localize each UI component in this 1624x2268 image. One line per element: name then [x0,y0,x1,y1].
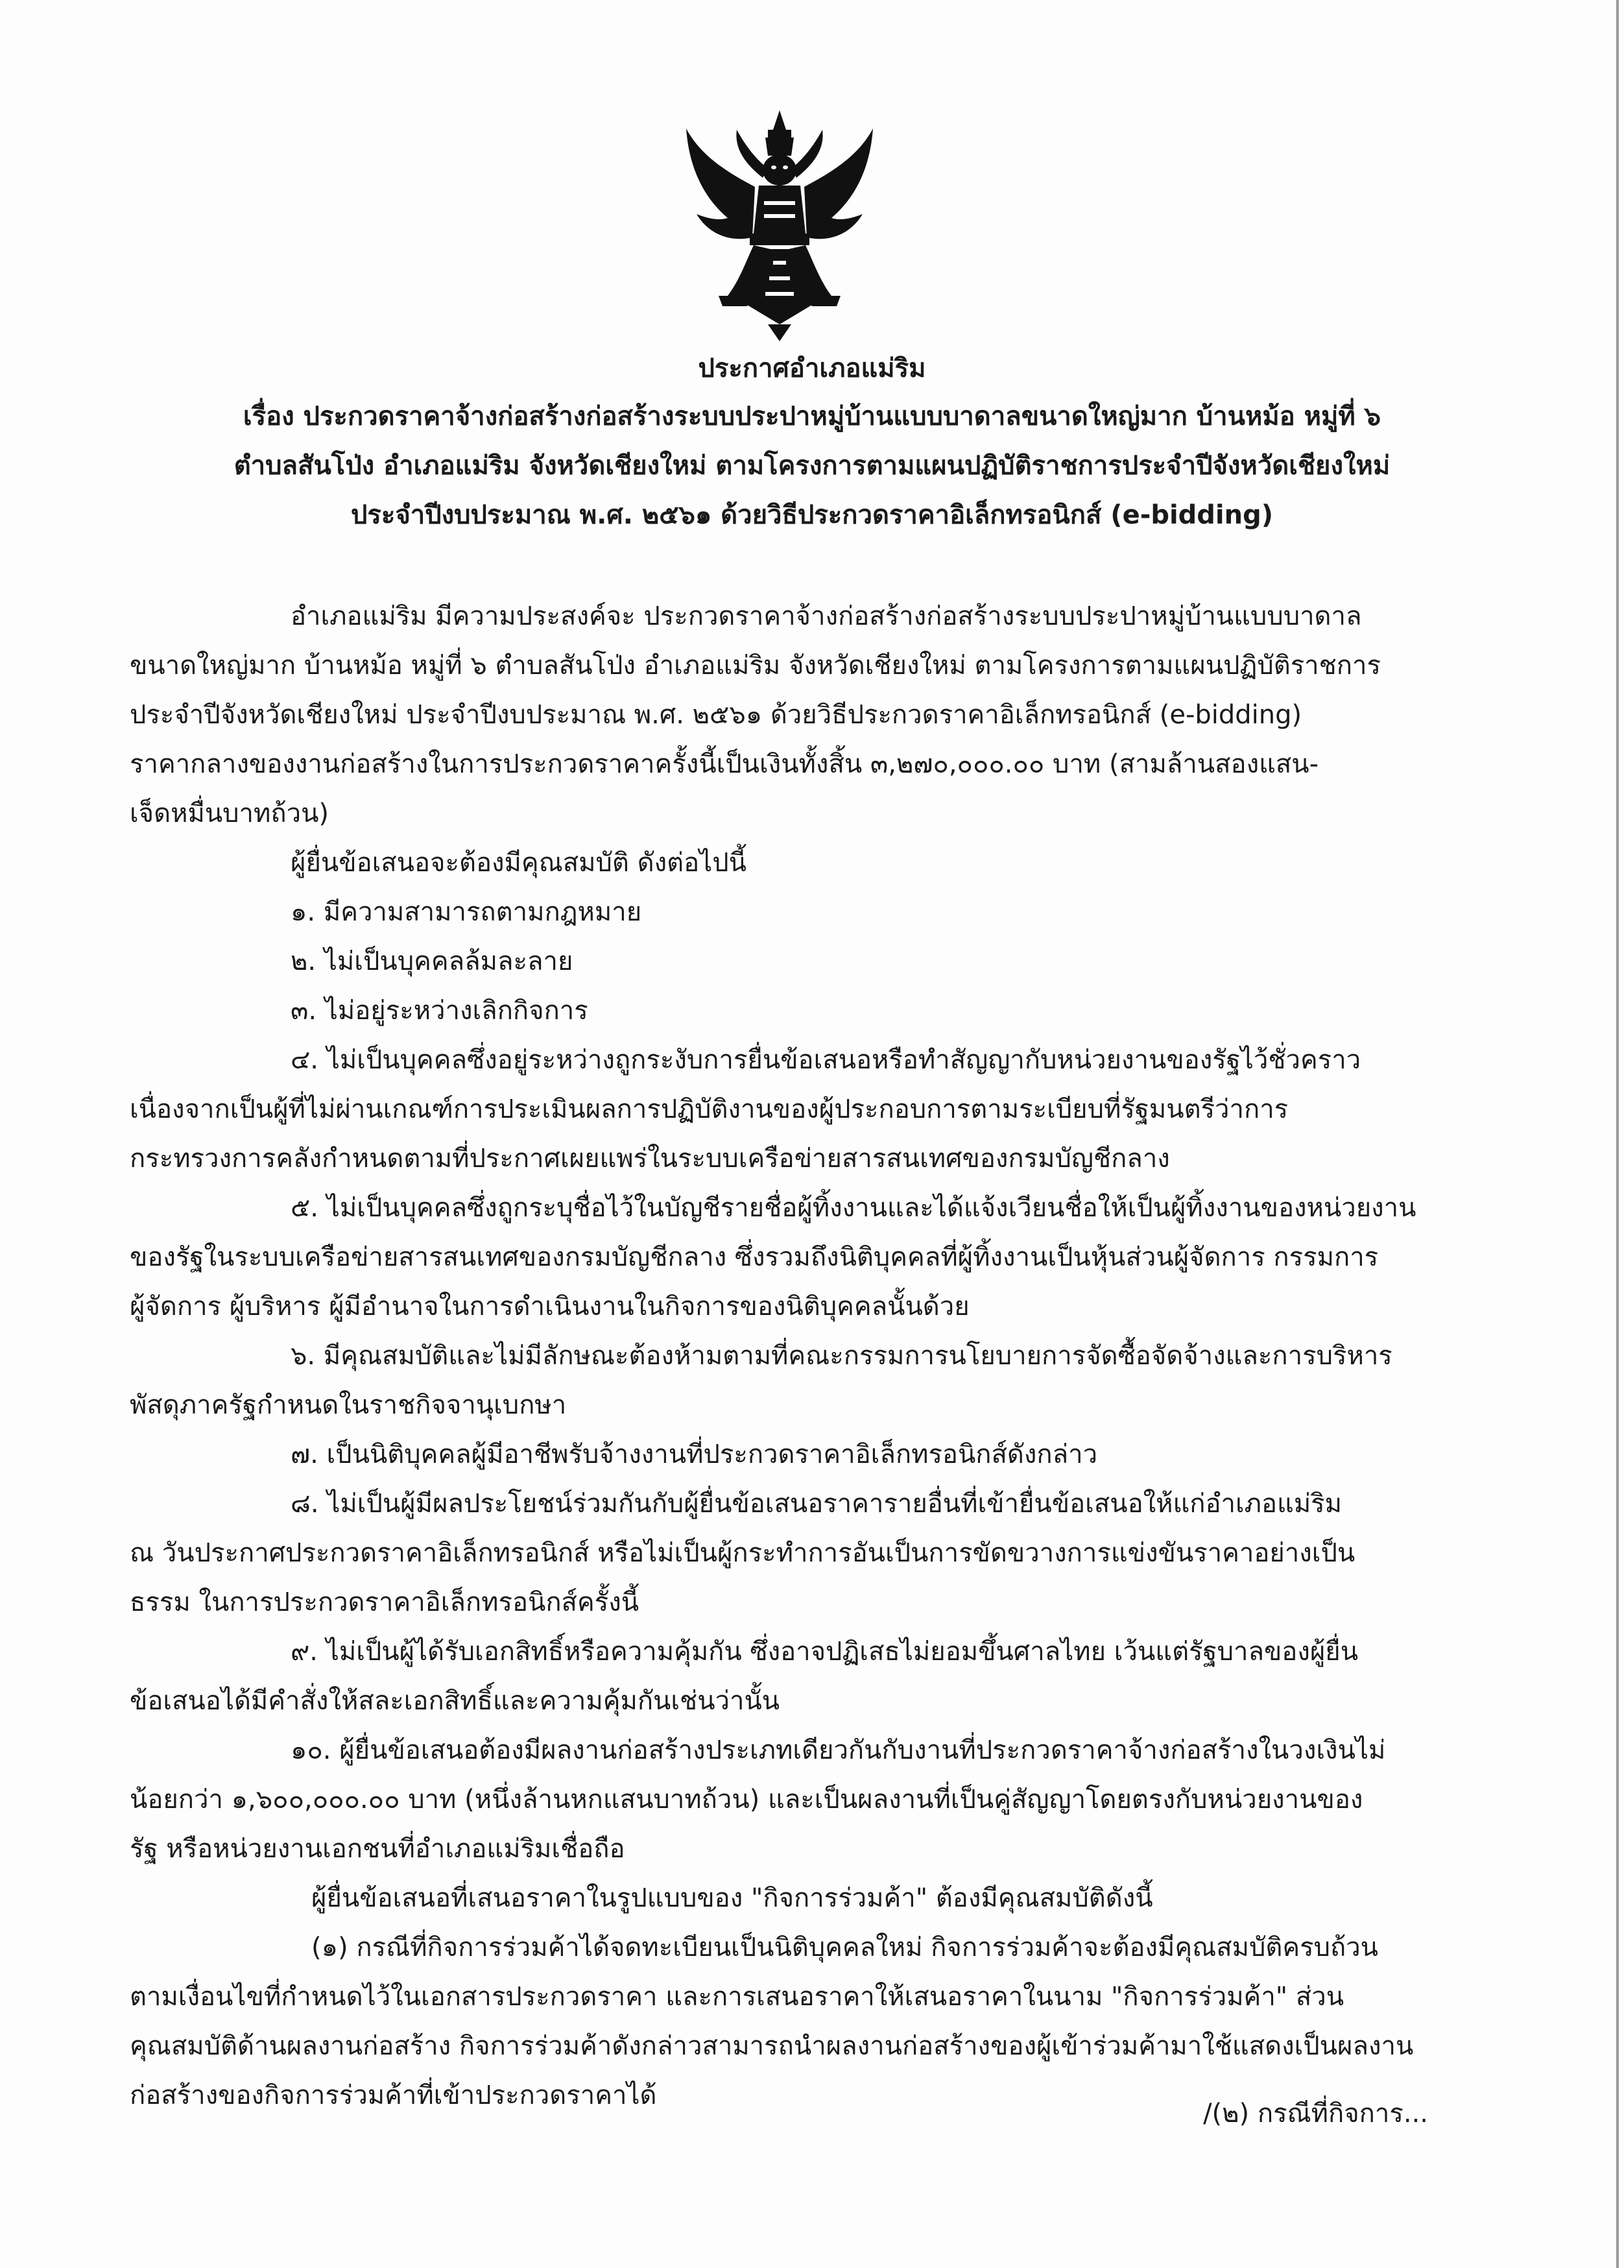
item-line: ๘. ไม่เป็นผู้มีผลประโยชน์ร่วมกันกับผู้ยื่นข้อเสนอราคารายอื่นที่เข้ายื่นข้อเสนอให้แก่อำเภอแม่ริม [291,1489,1343,1519]
qualification-item-9 [130,1627,1427,1726]
qualification-item-7: ๗. เป็นนิติบุคคลผู้มีอาชีพรับจ้างงานที่ประกวดราคาอิเล็กทรอนิกส์ดังกล่าว [291,1440,1098,1469]
joint-venture-heading: ผู้ยื่นข้อเสนอที่เสนอราคาในรูปแบบของ "กิจการร่วมค้า" ต้องมีคุณสมบัติดังนี้ [311,1883,1153,1913]
intro-line: ประจำปีจังหวัดเชียงใหม่ ประจำปีงบประมาณ พ.ศ. ๒๕๖๑ ด้วยวิธีประกวดราคาอิเล็กทรอนิกส์ (e-bidding) [130,700,1302,730]
item-line: ๑๐. ผู้ยื่นข้อเสนอต้องมีผลงานก่อสร้างประเภทเดียวกันกับงานที่ประกวดราคาจ้างก่อสร้างในวงเงินไม่ [291,1735,1386,1765]
subject-line: ตำบลสันโป่ง อำเภอแม่ริม จังหวัดเชียงใหม่ ตามโครงการตามแผนปฏิบัติราชการประจำปีจังหวัดเชียงใหม่ [233,451,1391,481]
item-line: น้อยกว่า ๑,๖๐๐,๐๐๐.๐๐ บาท (หนึ่งล้านหกแสนบาทถ้วน) และเป็นผลงานที่เป็นคู่สัญญาโดยตรงกับหน่วยงานของ [130,1785,1363,1815]
joint-venture-line: (๑) กรณีที่กิจการร่วมค้าได้จดทะเบียนเป็นนิติบุคคลใหม่ กิจการร่วมค้าจะต้องมีคุณสมบัติครบถ้วน [311,1933,1379,1962]
item-line: ๙. ไม่เป็นผู้ได้รับเอกสิทธิ์หรือความคุ้มกัน ซึ่งอาจปฏิเสธไม่ยอมขึ้นศาลไทย เว้นแต่รัฐบาลของผู้ยื่น [291,1637,1359,1667]
garuda-emblem-icon [682,110,877,344]
continuation-note: /(๒) กรณีที่กิจการ... [1203,2099,1428,2129]
item-line: ๕. ไม่เป็นบุคคลซึ่งถูกระบุชื่อไว้ในบัญชีรายชื่อผู้ทิ้งงานและได้แจ้งเวียนชื่อให้เป็นผู้ทิ้งงานของหน่วยงาน [291,1193,1416,1223]
qualifications-heading: ผู้ยื่นข้อเสนอจะต้องมีคุณสมบัติ ดังต่อไปนี้ [291,848,746,878]
scan-edge-line [1616,0,1619,2268]
item-line: ผู้จัดการ ผู้บริหาร ผู้มีอำนาจในการดำเนินงานในกิจการของนิติบุคคลนั้นด้วย [130,1292,970,1321]
item-line: รัฐ หรือหน่วยงานเอกชนที่อำเภอแม่ริมเชื่อถือ [130,1834,625,1864]
qualification-item-2: ๒. ไม่เป็นบุคคลล้มละลาย [291,947,573,976]
document-title: ประกาศอำเภอแม่ริม [698,354,926,383]
qualification-item-10 [130,1726,1427,1874]
qualification-item-8 [130,1479,1427,1627]
item-line: ธรรม ในการประกวดราคาอิเล็กทรอนิกส์ครั้งนี้ [130,1587,639,1617]
item-line: เนื่องจากเป็นผู้ที่ไม่ผ่านเกณฑ์การประเมินผลการปฏิบัติงานของผู้ประกอบการตามระเบียบที่รัฐมนตรีว่าการ [130,1094,1289,1124]
qualification-item-1: ๑. มีความสามารถตามกฎหมาย [291,897,642,927]
intro-paragraph [130,592,1427,838]
intro-line: อำเภอแม่ริม มีความประสงค์จะ ประกวดราคาจ้างก่อสร้างก่อสร้างระบบประปาหมู่บ้านแบบบาดาล [291,601,1362,631]
item-line: ข้อเสนอได้มีคำสั่งให้สละเอกสิทธิ์และความคุ้มกันเช่นว่านั้น [130,1686,780,1716]
joint-venture-line: ตามเงื่อนไขที่กำหนดไว้ในเอกสารประกวดราคา และการเสนอราคาให้เสนอราคาในนาม "กิจการร่วมค้า" ส่วน [130,1982,1344,2012]
qualification-item-6 [130,1331,1427,1430]
document-subject [156,392,1468,540]
item-line: ณ วันประกาศประกวดราคาอิเล็กทรอนิกส์ หรือไม่เป็นผู้กระทำการอันเป็นการขัดขวางการแข่งขันราคาอย่างเป็น [130,1538,1355,1568]
intro-line: ราคากลางของงานก่อสร้างในการประกวดราคาครั้งนี้เป็นเงินทั้งสิ้น ๓,๒๗๐,๐๐๐.๐๐ บาท (สามล้านสองแสน- [130,749,1319,779]
document-body [130,592,1427,2120]
qualification-item-4 [130,1035,1427,1183]
subject-line: เรื่อง ประกวดราคาจ้างก่อสร้างก่อสร้างระบบประปาหมู่บ้านแบบบาดาลขนาดใหญ่มาก บ้านหม้อ หมู่ที่ ๖ [243,402,1381,431]
intro-line: เจ็ดหมื่นบาทถ้วน) [130,799,329,828]
joint-venture-line: ก่อสร้างของกิจการร่วมค้าที่เข้าประกวดราคาได้ [130,2081,657,2110]
item-line: ๖. มีคุณสมบัติและไม่มีลักษณะต้องห้ามตามที่คณะกรรมการนโยบายการจัดซื้อจัดจ้างและการบริหาร [291,1341,1392,1371]
qualification-item-5 [130,1183,1427,1331]
joint-venture-paragraph [130,1923,1427,2120]
item-line: กระทรวงการคลังกำหนดตามที่ประกาศเผยแพร่ในระบบเครือข่ายสารสนเทศของกรมบัญชีกลาง [130,1144,1170,1174]
item-line: ๔. ไม่เป็นบุคคลซึ่งอยู่ระหว่างถูกระงับการยื่นข้อเสนอหรือทำสัญญากับหน่วยงานของรัฐไว้ชั่วคราว [291,1045,1361,1075]
item-line: ของรัฐในระบบเครือข่ายสารสนเทศของกรมบัญชีกลาง ซึ่งรวมถึงนิติบุคคลที่ผู้ทิ้งงานเป็นหุ้นส่วนผู้จัดการ กรรมการ [130,1242,1379,1272]
joint-venture-line: คุณสมบัติด้านผลงานก่อสร้าง กิจการร่วมค้าดังกล่าวสามารถนำผลงานก่อสร้างของผู้เข้าร่วมค้ามาใช้แสดงเป็นผลงาน [130,2031,1414,2061]
intro-line: ขนาดใหญ่มาก บ้านหม้อ หมู่ที่ ๖ ตำบลสันโป่ง อำเภอแม่ริม จังหวัดเชียงใหม่ ตามโครงการตามแผนปฏิบัติราชการ [130,651,1381,681]
subject-line: ประจำปีงบประมาณ พ.ศ. ๒๕๖๑ ด้วยวิธีประกวดราคาอิเล็กทรอนิกส์ (e-bidding) [350,500,1274,530]
item-line: พัสดุภาครัฐกำหนดในราชกิจจานุเบกษา [130,1390,567,1420]
qualification-item-3: ๓. ไม่อยู่ระหว่างเลิกกิจการ [291,996,588,1026]
